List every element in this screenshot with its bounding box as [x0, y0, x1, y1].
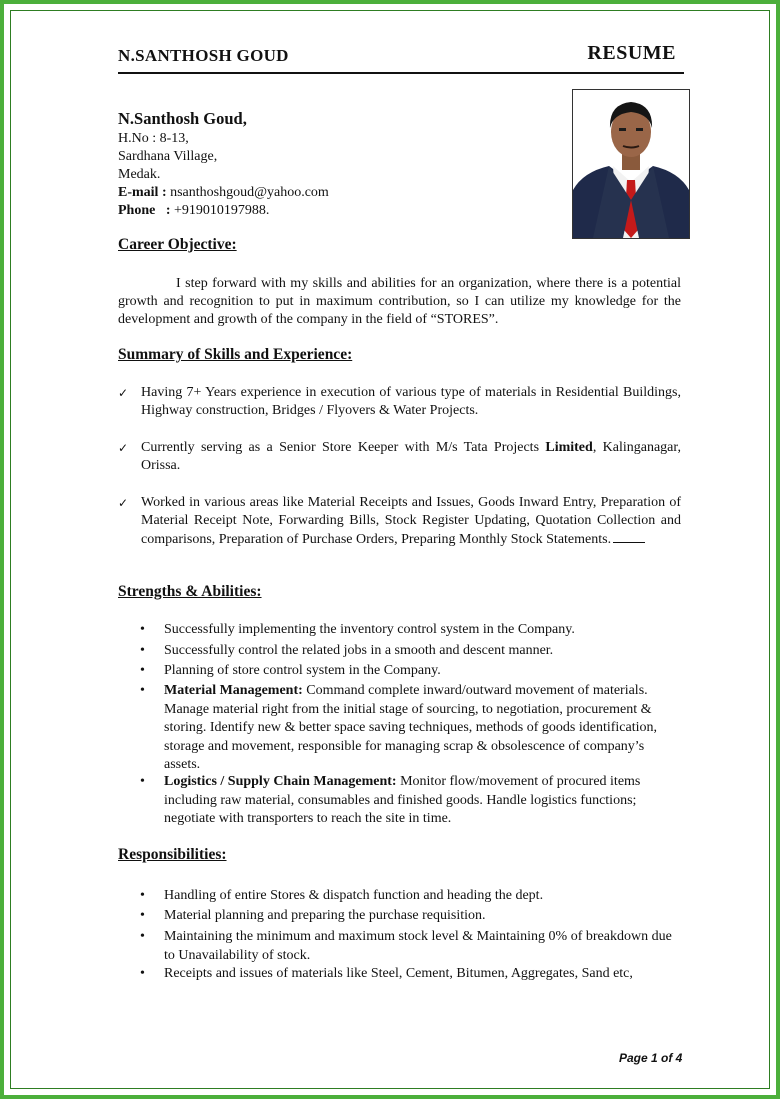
- summary-item-text-part: Currently serving as a Senior Store Keeper with M/s Tata Projects: [141, 440, 546, 455]
- strength-item-bold: Logistics / Supply Chain Management:: [164, 774, 397, 789]
- bullet-icon: •: [140, 774, 145, 789]
- bullet-icon: •: [140, 683, 145, 698]
- address-line: H.No : 8-13,: [118, 131, 189, 146]
- email-value: nsanthoshgoud@yahoo.com: [166, 185, 329, 200]
- header: [118, 44, 684, 74]
- strength-item-text: [164, 773, 680, 829]
- email-row: [118, 184, 329, 202]
- phone-row: [118, 202, 329, 220]
- strength-item-text: Successfully control the related jobs in a smooth and descent manner.: [164, 643, 554, 658]
- section-title-career-objective: Career Objective:: [118, 236, 237, 253]
- responsibility-item-text: Handling of entire Stores & dispatch function and heading the dept.: [164, 888, 544, 903]
- strength-item-text-part: Command complete inward/outward movement of materials. Manage material right from the initial stage of sourcing, to negotiation, procurement & storing. Identify new & better space saving techniques, methods of goods identification, storage and movement, responsible for managing scrap & obsolescence of company’s assets.: [164, 683, 657, 772]
- bullet-icon: •: [140, 929, 145, 944]
- summary-item-text: [141, 494, 681, 549]
- phone-value: +919010197988.: [170, 203, 270, 218]
- page-number: Page 1 of 4: [619, 1051, 683, 1065]
- address-line: Medak.: [118, 167, 161, 182]
- contact-block: [118, 108, 329, 220]
- person-photo-icon: [573, 90, 689, 238]
- summary-item-bold: Limited: [545, 440, 593, 455]
- summary-item-text: [141, 439, 681, 475]
- strength-item-text: Successfully implementing the inventory control system in the Company.: [164, 622, 575, 637]
- section-title-responsibilities: Responsibilities:: [118, 846, 227, 863]
- header-name: N.SANTHOSH GOUD: [118, 46, 289, 65]
- list-item: [140, 887, 680, 906]
- list-item: [140, 642, 680, 661]
- list-item: [118, 439, 681, 475]
- list-item: [140, 621, 680, 640]
- summary-item-text: Having 7+ Years experience in execution of various type of materials in Residential Buildings, Highway construction, Bridges / Flyovers & Water Projects.: [141, 385, 681, 418]
- list-item: [118, 494, 681, 549]
- list-item: [118, 384, 681, 420]
- section-title-summary: Summary of Skills and Experience:: [118, 346, 353, 363]
- check-icon: ✓: [118, 496, 129, 510]
- strength-item-bold: Material Management:: [164, 683, 303, 698]
- bullet-icon: •: [140, 908, 145, 923]
- section-title-strengths: Strengths & Abilities:: [118, 583, 262, 600]
- strength-item-text: Planning of store control system in the Company.: [164, 663, 441, 678]
- responsibility-item-text: Material planning and preparing the purchase requisition.: [164, 908, 486, 923]
- check-icon: ✓: [118, 386, 129, 400]
- phone-label: Phone :: [118, 203, 171, 218]
- summary-item-text-part: , Kalinganagar, Orissa.: [141, 440, 681, 473]
- strength-item-text-part: Monitor flow/movement of procured items including raw material, consumables and finished goods. Handle logistics functions; negotiate with transporters to reach the site in time.: [164, 774, 641, 826]
- list-item: [140, 773, 680, 829]
- bullet-icon: •: [140, 663, 145, 678]
- check-icon: ✓: [118, 441, 129, 455]
- header-doc-type: RESUME: [587, 42, 676, 64]
- bullet-icon: •: [140, 888, 145, 903]
- bullet-icon: •: [140, 966, 145, 981]
- bullet-icon: •: [140, 622, 145, 637]
- list-item: [140, 907, 680, 926]
- strength-item-text: [164, 682, 680, 775]
- list-item: [140, 662, 680, 681]
- list-item: [140, 965, 680, 984]
- address-line: Sardhana Village,: [118, 149, 218, 164]
- email-label: E-mail :: [118, 185, 167, 200]
- underline-blank: [613, 530, 645, 543]
- summary-item-text-part: Worked in various areas like Material Receipts and Issues, Goods Inward Entry, Preparation of Material Receipt Note, Forwarding Bills, Stock Register Updating, Quotation Collection and comparisons, Preparation of Purchase Orders, Preparing Monthly Stock Statements.: [141, 495, 681, 547]
- list-item: [140, 928, 680, 965]
- contact-name: N.Santhosh Goud,: [118, 109, 247, 128]
- list-item: [140, 682, 680, 775]
- responsibility-item-text: Maintaining the minimum and maximum stock level & Maintaining 0% of breakdown due to Unavailability of stock.: [164, 929, 672, 963]
- profile-photo: [572, 89, 690, 239]
- responsibility-item-text: Receipts and issues of materials like Steel, Cement, Bitumen, Aggregates, Sand etc,: [164, 966, 633, 981]
- bullet-icon: •: [140, 643, 145, 658]
- career-objective-text: I step forward with my skills and abilities for an organization, where there is a potential growth and recognition to put in maximum contribution, so I can utilize my knowledge for the development and growth of the company in the field of “STORES”.: [118, 276, 681, 327]
